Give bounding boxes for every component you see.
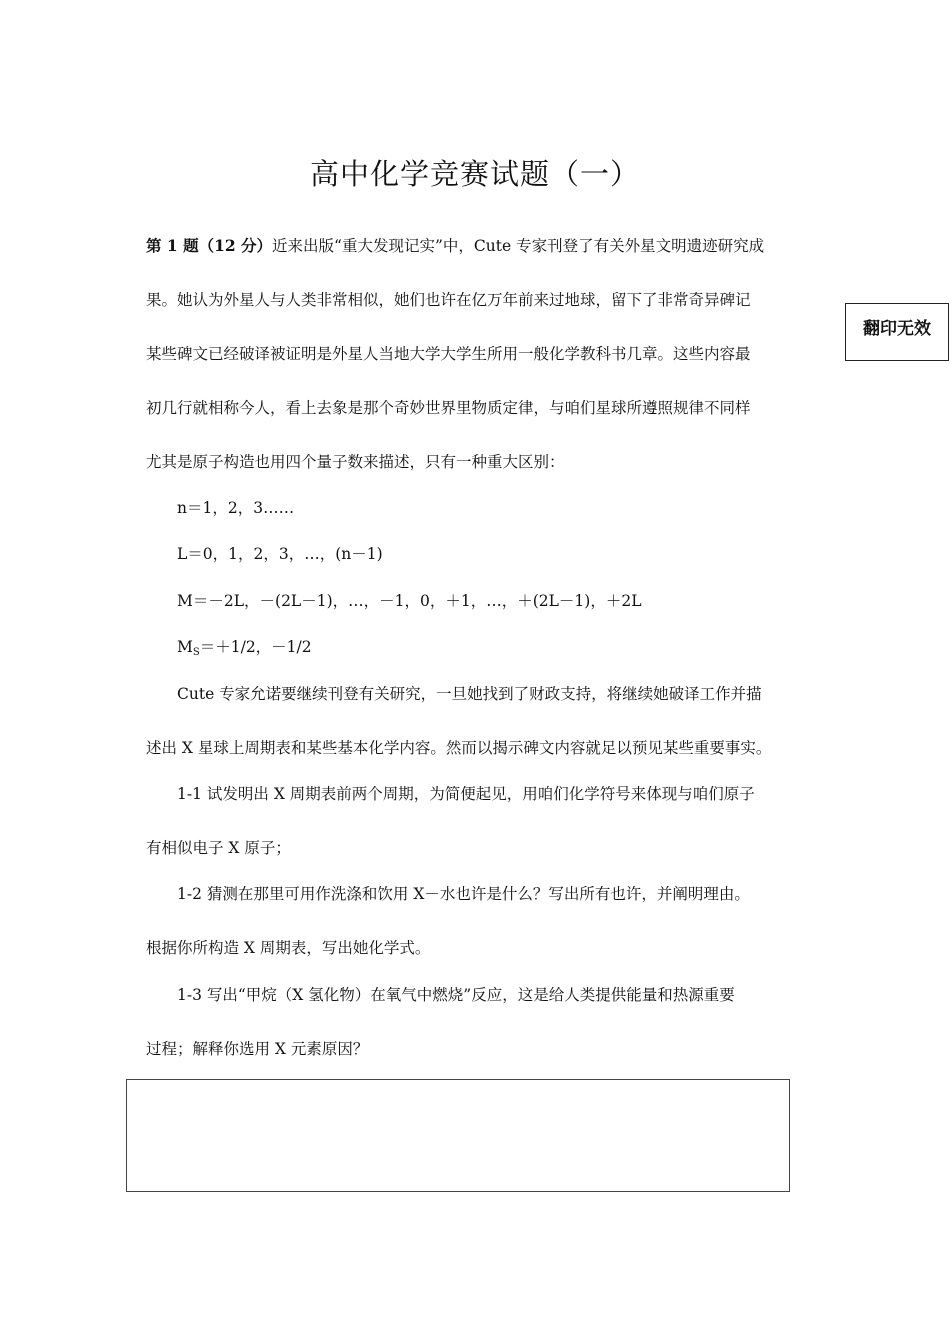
subquestion-1-1-line-1: 1-1 试发明出 X 周期表前两个周期，为简便起见，用咱们化学符号来体现与咱们原子 xyxy=(177,785,755,803)
formula-ms xyxy=(177,635,312,658)
subquestion-1-3-line-2: 过程；解释你选用 X 元素原因？ xyxy=(146,1040,369,1058)
formula-l: L＝0，1，2，3，…，(n－1) xyxy=(177,545,383,563)
question-1-intro-2: 果。她认为外星人与人类非常相似，她们也许在亿万年前来过地球，留下了非常奇异碑记 xyxy=(146,291,751,309)
subquestion-1-2-line-2: 根据你所构造 X 周期表，写出她化学式。 xyxy=(146,939,431,957)
formula-n: n＝1，2，3…… xyxy=(177,499,295,517)
page-title: 高中化学竞赛试题（一） xyxy=(309,157,640,191)
formula-ms-rest: ＝＋1/2，－1/2 xyxy=(199,638,312,656)
subquestion-1-3-line-1: 1-3 写出“甲烷（X 氢化物）在氧气中燃烧”反应，这是给人类提供能量和热源重要 xyxy=(177,986,735,1004)
formula-m: M＝－2L，－(2L－1)，…，－1，0，＋1，…，＋(2L－1)，＋2L xyxy=(177,592,642,610)
formula-ms-base: M xyxy=(177,638,193,656)
paragraph-2-line-1: Cute 专家允诺要继续刊登有关研究，一旦她找到了财政支持，将继续她破译工作并描 xyxy=(177,685,762,703)
question-1-intro-4: 初几行就相称今人，看上去象是那个奇妙世界里物质定律，与咱们星球所遵照规律不同样 xyxy=(146,399,751,417)
stamp-box xyxy=(845,303,949,361)
question-1-intro-3: 某些碑文已经破译被证明是外星人当地大学大学生所用一般化学教科书几章。这些内容最 xyxy=(146,345,751,363)
subquestion-1-2-line-1: 1-2 猜测在那里可用作洗涤和饮用 X－水也许是什么？写出所有也许，并阐明理由。 xyxy=(177,885,750,903)
question-1-intro-5: 尤其是原子构造也用四个量子数来描述，只有一种重大区别： xyxy=(146,453,565,471)
question-1-intro-1: 近来出版“重大发现记实”中，Cute 专家刊登了有关外星文明遗迹研究成 xyxy=(272,237,765,255)
paragraph-2-line-2: 述出 X 星球上周期表和某些基本化学内容。然而以揭示碑文内容就足以预见某些重要事实。 xyxy=(146,739,772,757)
question-1-heading: 第 1 题（12 分） xyxy=(146,236,273,255)
subquestion-1-1-line-2: 有相似电子 X 原子； xyxy=(146,839,291,857)
question-1-line-1 xyxy=(146,234,764,256)
stamp-text: 翻印无效 xyxy=(863,319,931,339)
answer-box[interactable] xyxy=(126,1079,790,1192)
formula-ms-subscript: S xyxy=(192,647,200,658)
